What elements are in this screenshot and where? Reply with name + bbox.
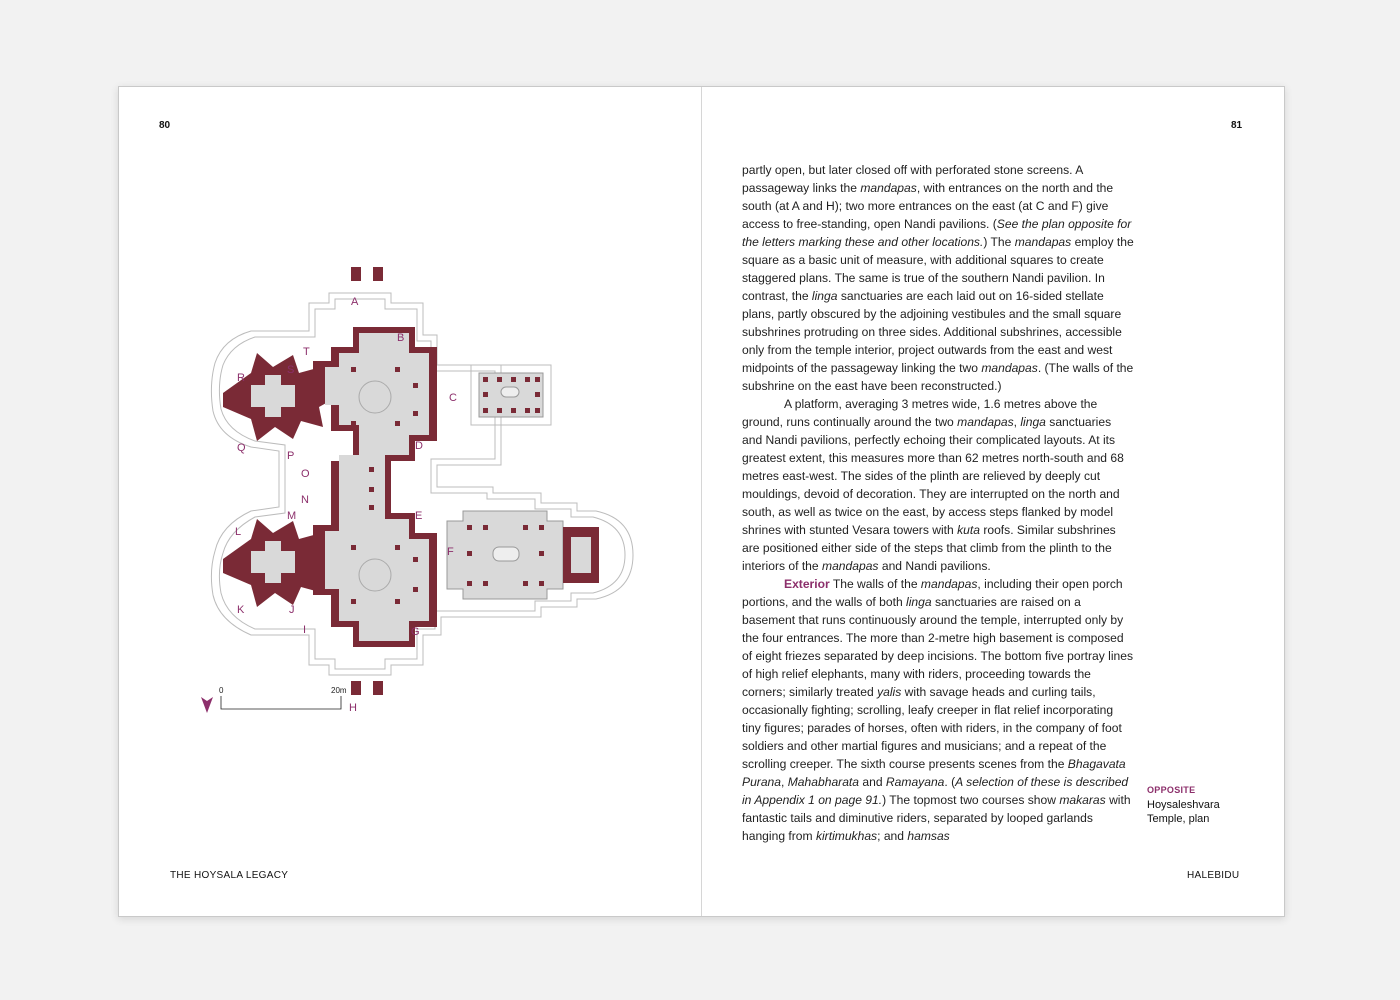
left-page-number: 80 — [159, 120, 171, 131]
text-segment: ; and — [877, 829, 908, 843]
text-segment: ) The topmost two courses show — [882, 793, 1060, 807]
text-segment: , — [1013, 415, 1021, 429]
text-segment: ) The — [983, 235, 1015, 249]
text-segment: and Nandi pavilions. — [878, 559, 991, 573]
plan-label-l: L — [235, 526, 242, 538]
text-segment: linga — [906, 595, 932, 609]
text-segment: hamsas — [907, 829, 950, 843]
text-segment: and — [859, 775, 886, 789]
plan-label-o: O — [301, 468, 310, 480]
mandapas — [313, 327, 437, 647]
text-segment: sanctuaries are raised on a basement that runs continuously around the temple, interrupted only by the four entrances. The more than 2-metre high basement is composed of eight friezes separated by deep incisions. The bottom five portray lines of high relief elephants, many with riders, proceeding towards the corners; similarly treated — [742, 595, 1134, 699]
text-segment: sanctuaries are each laid out on 16-sided stellate plans, partly obscured by the adjoining vestibules and the small square subshrines protruding on three sides. Additional subshrines, accessible only from the temple interior, project outwards from the east and west midpoints of the passageway linking the two — [742, 289, 1122, 375]
plan-label-q: Q — [237, 442, 246, 454]
text-segment: . ( — [944, 775, 956, 789]
text-segment: A selection of these is described in Appendix 1 on page 91. — [742, 775, 1129, 807]
text-segment: . (The walls of the subshrine on the east have been reconstructed.) — [742, 361, 1134, 393]
right-page-number: 81 — [1231, 120, 1243, 131]
text-segment: A platform, averaging 3 metres wide, 1.6 metres above the ground, runs continually around the two — [742, 397, 1098, 429]
figure-caption — [1147, 783, 1257, 826]
plan-label-s: S — [287, 364, 295, 376]
plan-label-d: D — [415, 440, 423, 452]
text-segment: , with entrances on the north and the south (at A and H); two more entrances on the east (at C and F) give access to free-standing, open Nandi pavilions. ( — [742, 181, 1114, 231]
text-segment: with fantastic tails and diminutive riders, separated by looped garlands hanging from — [742, 793, 1131, 843]
text-segment: kirtimukhas — [815, 829, 878, 843]
text-segment: partly open, but later closed off with perforated stone screens. A passageway links the — [742, 163, 1083, 195]
text-segment: sanctuaries and Nandi pavilions, perfectly echoing their complicated layouts. At its greatest extent, this measures more than 62 metres north-south and 68 metres east-west. The sides of the plinth are relieved by deeply cut mouldings, devoid of decoration. They are interrupted on the north and south, as well as twice on the east, by access steps flanked by model shrines with stunted Vesara towers with — [742, 415, 1124, 537]
plan-label-a: A — [351, 296, 359, 308]
body-paragraph — [742, 161, 1134, 395]
text-segment: linga — [811, 289, 838, 303]
plan-label-j: J — [289, 604, 295, 616]
text-segment: employ the square as a basic unit of measure, with additional squares to create staggered plans. The same is true of the southern Nandi pavilion. In contrast, the — [742, 235, 1134, 303]
plan-label-k: K — [237, 604, 245, 616]
plan-label-b: B — [397, 332, 405, 344]
text-segment: See the plan opposite for the letters marking these and other locations. — [742, 217, 1132, 249]
text-segment: mandapas — [860, 181, 917, 195]
nandi-pavilion-south — [447, 511, 599, 599]
text-segment: makaras — [1059, 793, 1106, 807]
text-segment: The walls of the — [829, 577, 921, 591]
text-segment: linga — [1020, 415, 1046, 429]
caption-label: OPPOSITE — [1147, 785, 1196, 795]
text-segment: Mahabharata — [787, 775, 860, 789]
text-segment: Bhagavata Purana — [742, 757, 1126, 789]
plan-label-m: M — [287, 510, 297, 522]
text-segment: mandapas — [920, 577, 978, 591]
text-segment: mandapas — [981, 361, 1038, 375]
page-gutter — [701, 87, 702, 916]
plan-label-h: H — [349, 702, 357, 714]
text-segment: mandapas — [822, 559, 879, 573]
north-arrow-icon — [201, 697, 213, 713]
body-paragraph — [742, 395, 1134, 575]
plan-label-r: R — [237, 372, 245, 384]
nandi-pavilion-north — [471, 365, 551, 425]
text-segment: , — [781, 775, 788, 789]
text-segment: mandapas — [957, 415, 1014, 429]
text-segment: kuta — [957, 523, 980, 537]
plan-label-c: C — [449, 392, 457, 404]
plan-label-i: I — [303, 624, 307, 636]
plan-label-g: G — [411, 626, 420, 638]
book-spread — [118, 86, 1285, 917]
caption-text: Hoysaleshvara Temple, plan — [1147, 799, 1220, 825]
text-segment: yalis — [877, 685, 902, 699]
text-segment: , including their open porch portions, and the walls of both — [742, 577, 1123, 609]
right-page-footer: HALEBIDU — [1187, 870, 1240, 881]
plan-label-t: T — [303, 346, 310, 358]
plan-label-p: P — [287, 450, 295, 462]
text-segment: Ramayana — [885, 775, 945, 789]
plan-label-n: N — [301, 494, 309, 506]
text-segment: with savage heads and curling tails, occasionally fighting; scrolling, leafy creeper in flat relief incorporating tiny figures; parades of horses, often with riders, in the company of foot soldiers and other martial figures and musicians; and a repeat of the scrolling creeper. The sixth course presents scenes from the — [742, 685, 1122, 771]
scale-start-label: 0 — [219, 686, 224, 695]
scale-bar — [199, 683, 369, 717]
body-text — [742, 161, 1134, 845]
left-page-footer: THE HOYSALA LEGACY — [170, 870, 289, 881]
temple-floor-plan — [201, 255, 641, 725]
section-heading: Exterior — [784, 577, 830, 591]
scale-end-label: 20m — [331, 686, 347, 695]
plan-label-e: E — [415, 510, 423, 522]
text-segment: mandapas — [1014, 235, 1072, 249]
plan-label-f: F — [447, 546, 454, 558]
body-paragraph — [742, 575, 1134, 845]
text-segment: roofs. Similar subshrines are positioned either side of the steps that climb from the plinth to the interiors of the — [742, 523, 1116, 573]
